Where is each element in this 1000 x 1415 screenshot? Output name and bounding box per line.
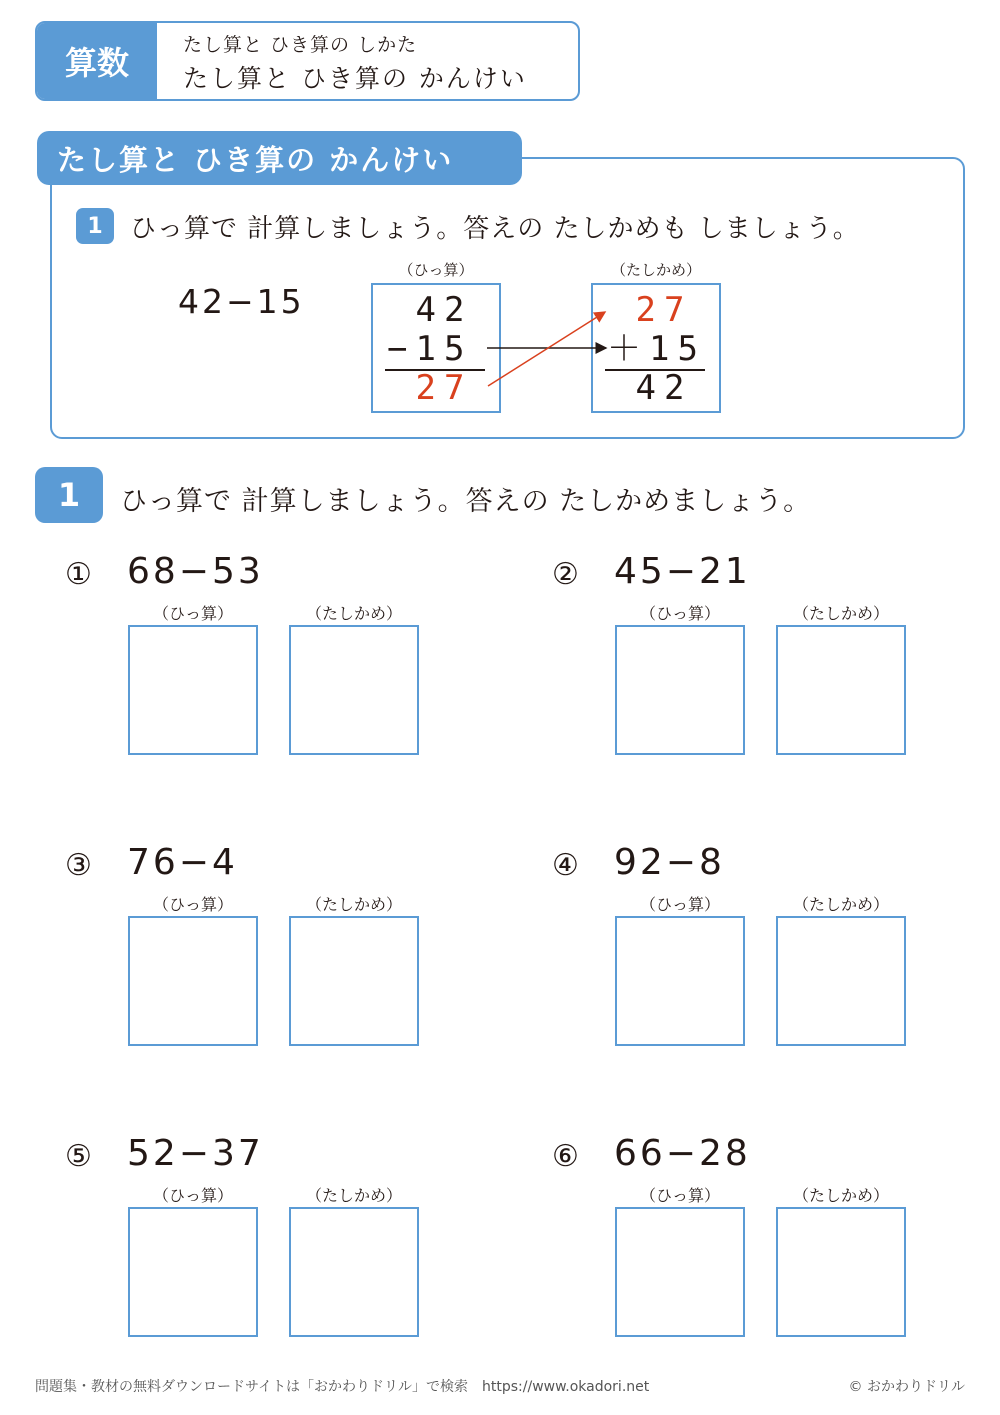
problem-item <box>552 551 972 817</box>
check-answer-box[interactable] <box>289 625 419 755</box>
problem-item <box>65 842 485 1108</box>
check-answer: 42 <box>607 368 693 408</box>
check-label: （たしかめ） <box>305 604 402 623</box>
hissan-answer-box[interactable] <box>615 625 745 755</box>
problem-number: ④ <box>552 848 579 883</box>
hissan-operand: −15 <box>387 329 473 369</box>
check-label: （たしかめ） <box>792 604 889 623</box>
problem-expression: 66−28 <box>614 1133 751 1174</box>
footer-source: 問題集・教材の無料ダウンロードサイトは「おかわりドリル」で検索 https://www.okadori.net <box>35 1379 650 1395</box>
check-answer-box[interactable] <box>289 1207 419 1337</box>
hissan-answer-box[interactable] <box>615 916 745 1046</box>
footer-copyright: © おかわりドリル <box>848 1379 965 1395</box>
example-hissan-label: （ひっ算） <box>398 261 474 279</box>
hissan-label: （ひっ算） <box>639 895 720 914</box>
check-label: （たしかめ） <box>305 1186 402 1205</box>
problem-expression: 76−4 <box>127 842 238 883</box>
hissan-answer-box[interactable] <box>128 1207 258 1337</box>
hissan-label: （ひっ算） <box>639 604 720 623</box>
example-instruction: ひっ算で 計算しましょう。答えの たしかめも しましょう。 <box>130 214 860 244</box>
exercise-instruction: ひっ算で 計算しましょう。答えの たしかめましょう。 <box>120 486 812 517</box>
hissan-answer-box[interactable] <box>128 916 258 1046</box>
check-answer-box[interactable] <box>289 916 419 1046</box>
hissan-label: （ひっ算） <box>639 1186 720 1205</box>
problem-number: ① <box>65 557 92 592</box>
hissan-top: 42 <box>387 290 473 330</box>
check-label: （たしかめ） <box>305 895 402 914</box>
problem-item <box>65 1133 485 1399</box>
problem-number: ⑥ <box>552 1139 579 1174</box>
subject-badge: 算数 <box>37 23 157 99</box>
check-answer-box[interactable] <box>776 625 906 755</box>
hissan-answer-box[interactable] <box>128 625 258 755</box>
hissan-label: （ひっ算） <box>152 1186 233 1205</box>
problem-number: ⑤ <box>65 1139 92 1174</box>
problem-expression: 92−8 <box>614 842 725 883</box>
check-answer-box[interactable] <box>776 1207 906 1337</box>
example-check-label: （たしかめ） <box>610 261 701 279</box>
example-number-badge: 1 <box>76 208 114 244</box>
example-tab-title: たし算と ひき算の かんけい <box>37 131 522 185</box>
header-title: たし算と ひき算の かんけい <box>183 64 527 93</box>
problem-item <box>552 842 972 1108</box>
hissan-label: （ひっ算） <box>152 604 233 623</box>
carry-arrow-red <box>488 312 605 386</box>
check-answer-box[interactable] <box>776 916 906 1046</box>
hissan-label: （ひっ算） <box>152 895 233 914</box>
problem-number: ② <box>552 557 579 592</box>
problem-number: ③ <box>65 848 92 883</box>
check-label: （たしかめ） <box>792 895 889 914</box>
problem-expression: 68−53 <box>127 551 264 592</box>
hissan-answer-box[interactable] <box>615 1207 745 1337</box>
check-operand: ＋15 <box>607 329 706 369</box>
problem-item <box>65 551 485 817</box>
header-subtitle: たし算と ひき算の しかた <box>183 34 418 56</box>
exercise-number-badge: 1 <box>35 467 103 523</box>
example-expression: 42−15 <box>178 282 305 321</box>
problem-expression: 52−37 <box>127 1133 264 1174</box>
hissan-answer: 27 <box>387 368 473 408</box>
problem-item <box>552 1133 972 1399</box>
problem-expression: 45−21 <box>614 551 751 592</box>
check-label: （たしかめ） <box>792 1186 889 1205</box>
check-top: 27 <box>607 290 693 330</box>
